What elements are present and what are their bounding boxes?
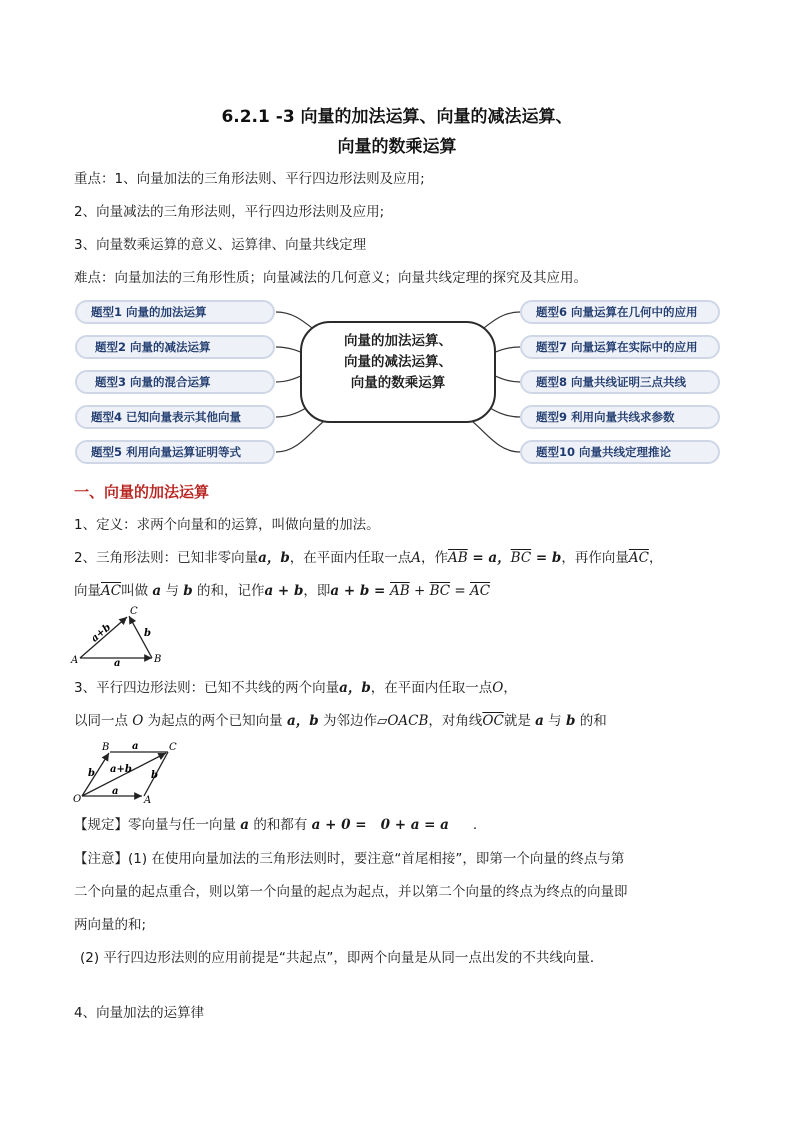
page-title: 6.2.1 -3 向量的加法运算、向量的减法运算、 [221, 107, 573, 127]
fig1-label-a: a [114, 658, 121, 668]
key-point-2: 2、向量减法的三角形法则，平行四边形法则及应用; [74, 204, 385, 220]
plus: + [409, 583, 430, 599]
fig2-label-right-b: b [151, 770, 158, 781]
fig2-label-b: b [88, 768, 95, 779]
sum-eq: a + b = [330, 583, 391, 599]
note-line1: 【注意】(1) 在使用向量加法的三角形法则时，要注意“首尾相接”，即第一个向量的终点与第 [74, 851, 625, 867]
text: ，在平面内任取一点 [289, 550, 412, 566]
triangle-rule-figure [68, 604, 178, 668]
key-point-3: 3、向量数乘运算的意义、运算律、向量共线定理 [74, 237, 367, 253]
fig2-label-ab: a+b [110, 764, 132, 775]
point-o: O [492, 680, 504, 696]
fig1-label-ab: a+b [89, 622, 114, 645]
text: 2、三角形法则：已知非零向量 [74, 550, 259, 566]
mindmap-center-line2: 向量的减法运算、 [344, 354, 452, 370]
mindmap-left-1: 题型1 向量的加法运算 [75, 300, 275, 324]
parallelogram-rule-line2 [74, 712, 607, 730]
mindmap-center-line3: 向量的数乘运算 [350, 375, 446, 391]
text: 【规定】零向量与任一向量 [74, 817, 236, 833]
fig2-label-a: a [112, 786, 119, 797]
text: 为起点的两个已知向量 [147, 713, 283, 729]
fig2-label-B: B [102, 742, 110, 753]
fig2-label-A: A [144, 795, 152, 804]
parallelogram-rule-line1 [74, 679, 517, 697]
mindmap-center-line1: 向量的加法运算、 [344, 333, 452, 349]
mindmap-left-3: 题型3 向量的混合运算 [75, 370, 275, 394]
text: 的和，记作 [196, 583, 265, 599]
text: ，即 [303, 583, 331, 599]
fig1-label-A: A [71, 655, 79, 666]
difficulty-line: 难点：向量加法的三角形性质；向量减法的几何意义；向量共线定理的探究及其应用。 [74, 270, 587, 286]
fig1-label-b: b [144, 628, 151, 639]
note-line3: 两向量的和; [74, 917, 147, 933]
mindmap-right-6: 题型6 向量运算在几何中的应用 [520, 300, 720, 324]
mindmap-left-5: 题型5 利用向量运算证明等式 [75, 440, 275, 464]
point-o: O [132, 713, 144, 729]
addition-law-line: 4、向量加法的运算律 [74, 1005, 205, 1021]
vec-ab: a，b [339, 680, 371, 696]
text: ，作 [421, 550, 449, 566]
eq: = [450, 583, 471, 599]
point-a: A [411, 550, 422, 566]
text: 向量 [74, 583, 101, 599]
text: 3、平行四边形法则：已知不共线的两个向量 [74, 680, 340, 696]
fig1-label-B: B [154, 654, 162, 665]
parallelogram-name: OACB [387, 713, 429, 729]
mindmap-center [300, 321, 496, 423]
vec-AC: $\overline{AC}$ [470, 583, 491, 599]
text: 以同一点 [74, 713, 128, 729]
text: 的和 [579, 713, 607, 729]
mindmap-right-8: 题型8 向量共线证明三点共线 [520, 370, 720, 394]
text: ，对角线 [428, 713, 483, 729]
text: ，在平面内任取一点 [370, 680, 493, 696]
vec-ab: a，b [258, 550, 290, 566]
mindmap-left-4: 题型4 已知向量表示其他向量 [75, 405, 275, 429]
mindmap-right-9: 题型9 利用向量共线求参数 [520, 405, 720, 429]
key-point-1-text: 1、向量加法的三角形法则、平行四边形法则及应用; [114, 171, 425, 187]
rule-line: 【规定】零向量与任一向量 a 的和都有 a + 0 = 0 + a = a . [74, 817, 478, 833]
eq: = a， [467, 550, 511, 566]
page-title-line2: 向量的数乘运算 [337, 137, 457, 157]
triangle-rule-line2 [74, 582, 490, 600]
fig2-label-O: O [73, 794, 82, 804]
text: 为邻边作▱ [322, 713, 388, 729]
vec-a: a [240, 817, 250, 833]
text: ，再作向量 [561, 550, 629, 566]
vec-OC: $\overline{OC}$ [482, 713, 504, 729]
text: 就是 [503, 713, 531, 729]
text: ， [503, 680, 517, 696]
vec-BC: $\overline{BC}$ [510, 550, 532, 566]
note-line4: (2) 平行四边形法则的应用前提是“共起点”，即两个向量是从同一点出发的不共线向量． [80, 950, 604, 966]
text: ， [648, 550, 663, 566]
vec-b: b [565, 713, 576, 729]
vec-AB: $\overline{AB}$ [448, 550, 468, 566]
definition-line: 1、定义：求两个向量和的运算，叫做向量的加法。 [74, 517, 380, 533]
mindmap-right-7: 题型7 向量运算在实际中的应用 [520, 335, 720, 359]
mindmap-right-10: 题型10 向量共线定理推论 [520, 440, 720, 464]
text: 与 [548, 713, 562, 729]
text: 叫做 [121, 583, 149, 599]
vec-a: a [535, 713, 544, 729]
eq: = b [531, 550, 562, 566]
triangle-rule-line1 [74, 549, 662, 567]
vec-AC: $\overline{AC}$ [628, 550, 649, 566]
mindmap-left-2: 题型2 向量的减法运算 [75, 335, 275, 359]
sum: a + b [264, 583, 304, 599]
vec-AB: $\overline{AB}$ [390, 583, 410, 599]
vec-BC: $\overline{BC}$ [429, 583, 451, 599]
vec-b: b [183, 583, 193, 599]
text: 的和都有 [253, 817, 308, 833]
fig2-label-top-a: a [132, 741, 139, 752]
fig2-label-C: C [169, 742, 177, 753]
note-line2: 二个向量的起点重合，则以第一个向量的起点为起点，并以第二个向量的终点为终点的向量即 [74, 884, 628, 900]
vec-AC: $\overline{AC}$ [101, 583, 122, 599]
vec-a: a [152, 583, 162, 599]
parallelogram-rule-figure [68, 738, 188, 804]
fig1-label-C: C [130, 606, 138, 617]
key-points-label: 重点： [74, 171, 115, 187]
text: 与 [165, 583, 179, 599]
section-heading-addition: 一、向量的加法运算 [74, 483, 210, 501]
vec-ab: a，b [286, 713, 319, 729]
identity: a + 0 = 0 + a = a [311, 817, 449, 833]
